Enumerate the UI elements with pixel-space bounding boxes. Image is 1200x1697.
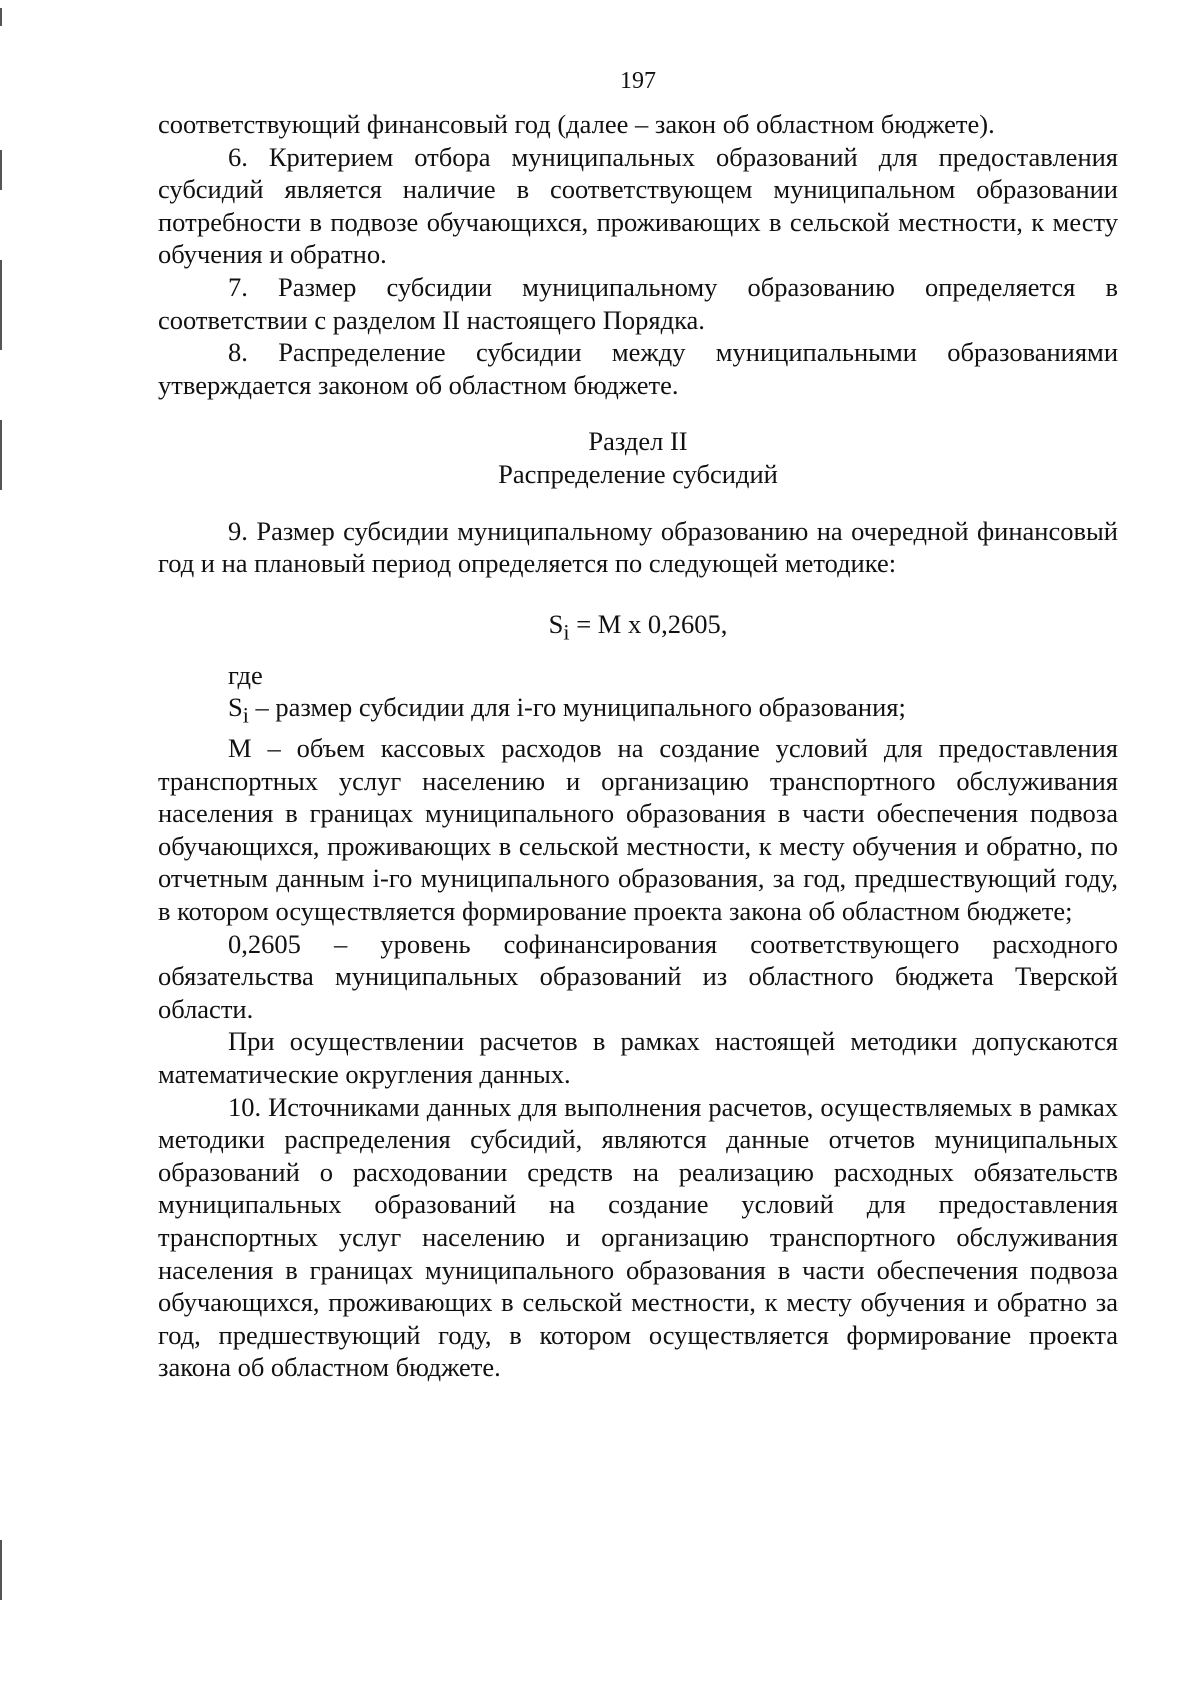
document-page	[158, 66, 1118, 1384]
formula-rhs: = M x 0,2605,	[569, 608, 728, 639]
where-label: где	[228, 659, 263, 690]
formula-subscript: i	[563, 619, 570, 645]
paragraph-9: 9. Размер субсидии муниципальному образованию на очередной финансовый год и на плановый период определяется по следующей методике:	[158, 515, 1118, 579]
paragraph-10: 10. Источниками данных для выполнения расчетов, осуществляемых в рамках методики распределения субсидий, являются данные отчетов муниципальных образований о расходовании средств на реализацию расходных обязательств муниципальных образований на создание условий для предоставления транспортных услуг населению и организацию транспортного обслуживания населения в границах муниципального образования в части обеспечения подвоза обучающихся, проживающих в сельской местности, к месту обучения и обратно за год, предшествующий году, в котором осуществляется формирование проекта закона об областном бюджете.	[158, 1091, 1118, 1383]
paragraph-rounding: При осуществлении расчетов в рамках настоящей методики допускаются математические округления данных.	[158, 1026, 1118, 1090]
definition-si-subscript: i	[242, 702, 249, 728]
scan-edge-mark	[0, 150, 2, 190]
scan-edge-mark	[0, 260, 2, 350]
definition-si	[158, 691, 1118, 732]
definition-m: M – объем кассовых расходов на создание условий для предоставления транспортных услуг населению и организацию транспортного обслуживания населения в границах муниципального образования в части обеспечения подвоза обучающихся, проживающих в сельской местности, к месту обучения и обратно, по отчетным данным i-го муниципального образования, за год, предшествующий году, в котором осуществляется формирование проекта закона об областном бюджете;	[158, 733, 1118, 927]
definition-si-text: – размер субсидии для i-го муниципального образования;	[248, 692, 906, 723]
paragraph-continuation: соответствующий финансовый год (далее – закон об областном бюджете).	[158, 109, 995, 139]
spacer	[158, 401, 1118, 425]
paragraph-8: 8. Распределение субсидии между муниципальными образованиями утверждается законом об областном бюджете.	[158, 337, 1118, 400]
page-number: 197	[620, 68, 656, 94]
scan-edge-mark	[0, 8, 2, 26]
section-title: Распределение субсидий	[498, 458, 778, 489]
spacer	[158, 491, 1118, 515]
definition-coefficient: 0,2605 – уровень софинансирования соответствующего расходного обязательства муниципальных образований из областного бюджета Тверской области.	[158, 928, 1118, 1024]
formula	[158, 608, 1118, 649]
section-number: Раздел II	[588, 426, 688, 457]
formula-lhs: S	[548, 608, 564, 639]
scan-edge-mark	[0, 420, 2, 490]
definition-si-symbol: S	[228, 692, 243, 723]
paragraph-6: 6. Критерием отбора муниципальных образований для предоставления субсидий является наличие в соответствующем муниципальном образовании потребности в подвозе обучающихся, проживающих в сельской местности, к месту обучения и обратно.	[158, 141, 1118, 270]
scan-edge-mark	[0, 1540, 2, 1600]
paragraph-7: 7. Размер субсидии муниципальному образованию определяется в соответствии с разделом II настоящего Порядка.	[158, 271, 1118, 335]
